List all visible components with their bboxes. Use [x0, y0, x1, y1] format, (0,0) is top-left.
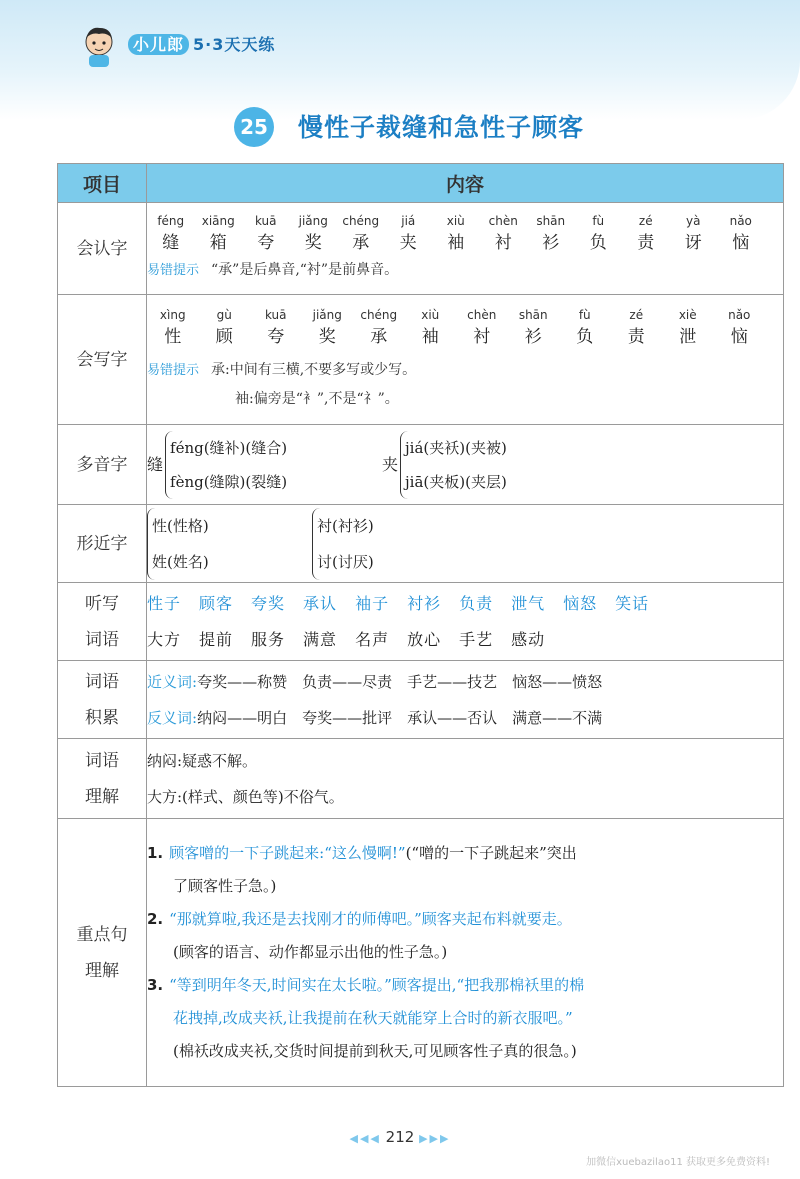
- hanzi: 泄: [679, 327, 697, 347]
- pinyin-char: [456, 306, 508, 350]
- sentence-number: 1.: [147, 844, 164, 862]
- pinyin: xiè: [678, 308, 697, 322]
- hanzi: 袖: [421, 327, 439, 347]
- understand-content: [147, 739, 784, 819]
- dictation-word: 放心: [407, 629, 442, 649]
- left-arrows-icon: ◀◀◀: [349, 1132, 381, 1145]
- dictation-word: 满意: [303, 629, 338, 649]
- pinyin: jiǎng: [312, 308, 342, 322]
- dictation-words-row-2: [147, 622, 783, 658]
- pinyin: chèn: [488, 214, 518, 228]
- pinyin: shān: [536, 214, 566, 228]
- hanzi: 负: [576, 327, 594, 347]
- page-number: [0, 1128, 800, 1146]
- tip-tag: 易错提示: [147, 363, 200, 378]
- pinyin-char: [662, 306, 714, 350]
- pinyin-char: [717, 212, 765, 256]
- pinyin: fù: [592, 214, 605, 228]
- column-header-item: 项目: [58, 164, 147, 203]
- pinyin-char: [337, 212, 385, 256]
- pinyin-char: [195, 212, 243, 256]
- dictation-word: 袖子: [355, 593, 390, 613]
- label-line: 词语: [85, 671, 119, 692]
- hanzi: 夸: [267, 327, 285, 347]
- row-label-understand: [58, 739, 147, 819]
- pinyin-char: [405, 306, 457, 350]
- dictation-word: 顾客: [199, 593, 234, 613]
- pinyin: fù: [578, 308, 591, 322]
- dictation-word: 名声: [355, 629, 390, 649]
- dictation-word: 手艺: [459, 629, 494, 649]
- polyphone-char: 夹: [382, 454, 399, 474]
- row-label-similar: 形近字: [58, 505, 147, 583]
- pinyin-char: [622, 212, 670, 256]
- sentence-3-note: (棉袄改成夹袄,交货时间提前到秋天,可见顾客性子真的很急。): [173, 1042, 577, 1060]
- polyphone-reading: féng(缝补)(缝合): [170, 438, 288, 457]
- dictation-word: 大方: [147, 629, 182, 649]
- pinyin-char: [432, 212, 480, 256]
- row-label-accumulate: [58, 661, 147, 739]
- synonym-tag: 近义词:: [147, 672, 198, 691]
- pinyin: féng: [157, 214, 185, 228]
- pinyin-char: [353, 306, 405, 350]
- pinyin-char: [242, 212, 290, 256]
- pinyin-char: [480, 212, 528, 256]
- pinyin: xiù: [446, 214, 465, 228]
- sentence-2: [147, 903, 783, 936]
- pinyin-char: [290, 212, 338, 256]
- pinyin: zé: [638, 214, 653, 228]
- pinyin: jiá: [401, 214, 416, 228]
- dictation-word: 衬衫: [407, 593, 442, 613]
- pinyin: kuā: [264, 308, 287, 322]
- polyphone-content: [147, 425, 784, 505]
- similar-item: 讨(讨厌): [317, 552, 374, 571]
- pinyin-char: [147, 212, 195, 256]
- hanzi: 衬: [473, 327, 491, 347]
- pinyin-char: [199, 306, 251, 350]
- right-arrows-icon: ▶▶▶: [419, 1132, 451, 1145]
- sentence-number: 3.: [147, 976, 164, 994]
- hanzi: 衫: [524, 327, 542, 347]
- watermark: 加微信xuebazilao11 获取更多免费资料!: [586, 1157, 770, 1168]
- pinyin-char: [559, 306, 611, 350]
- dictation-word: 提前: [199, 629, 234, 649]
- polyphone-group-jia: [382, 431, 507, 499]
- pinyin: xiù: [421, 308, 440, 322]
- polyphone-reading: fèng(缝隙)(裂缝): [170, 472, 288, 491]
- row-label-write: 会写字: [58, 295, 147, 425]
- polyphone-group-feng: [147, 431, 382, 499]
- page-number-text: 212: [385, 1128, 415, 1146]
- pinyin: chèn: [467, 308, 497, 322]
- label-line: 听写: [85, 593, 119, 614]
- polyphone-reading: jiā(夹板)(夹层): [405, 472, 507, 491]
- dictation-word: 恼怒: [563, 593, 598, 613]
- recognize-content: [147, 203, 784, 295]
- hanzi: 恼: [732, 233, 750, 253]
- pinyin-char: [250, 306, 302, 350]
- dictation-content: [147, 583, 784, 661]
- synonym-text: 夸奖——称赞 负责——尽责 手艺——技艺 恼怒——愤怒: [197, 672, 603, 691]
- antonym-tag: 反义词:: [147, 708, 198, 727]
- pinyin: chéng: [342, 214, 380, 228]
- dictation-word: 承认: [303, 593, 338, 613]
- pinyin-char: [670, 212, 718, 256]
- sentences-content: [147, 819, 784, 1087]
- hanzi: 奖: [318, 327, 336, 347]
- write-content: [147, 295, 784, 425]
- similar-group-b: [312, 508, 374, 580]
- recognize-char-list: [147, 212, 783, 256]
- sentence-quote: “那就算啦,我还是去找刚才的师傅吧。”顾客夹起布料就要走。: [169, 910, 572, 928]
- sentence-1-note: 了顾客性子急。): [173, 877, 277, 895]
- dictation-words-row-1: [147, 586, 783, 622]
- label-line: 理解: [85, 786, 119, 807]
- accumulate-content: [147, 661, 784, 739]
- word-meaning: 大方:(样式、颜色等)不俗气。: [147, 787, 344, 806]
- antonym-text: 纳闷——明白 夸奖——批评 承认——否认 满意——不满: [197, 708, 603, 727]
- label-line: 词语: [85, 750, 119, 771]
- hanzi: 承: [352, 233, 370, 253]
- header-band: [0, 0, 800, 120]
- tip-tag: 易错提示: [147, 263, 200, 278]
- hanzi: 性: [164, 327, 182, 347]
- hanzi: 夸: [257, 233, 275, 253]
- dictation-word: 性子: [147, 593, 182, 613]
- polyphone-reading: jiá(夹袄)(夹被): [405, 438, 507, 457]
- polyphone-char: 缝: [147, 454, 164, 474]
- pinyin: jiǎng: [298, 214, 328, 228]
- brand-title: [128, 32, 275, 55]
- lesson-number-badge: 25: [234, 107, 274, 147]
- hanzi: 缝: [162, 233, 180, 253]
- pinyin: kuā: [254, 214, 277, 228]
- similar-content: [147, 505, 784, 583]
- sentence-quote: 顾客噌的一下子跳起来:“这么慢啊!”: [169, 844, 406, 862]
- hanzi: 夹: [399, 233, 417, 253]
- row-label-polyphone: 多音字: [58, 425, 147, 505]
- brand-name: 小儿郎: [128, 34, 189, 55]
- hanzi: 箱: [209, 233, 227, 253]
- pinyin-char: [611, 306, 663, 350]
- hanzi: 恼: [730, 327, 748, 347]
- pinyin-char: [714, 306, 766, 350]
- row-label-dictation: [58, 583, 147, 661]
- pinyin: nǎo: [729, 214, 752, 228]
- sentence-3: [147, 969, 783, 1002]
- hanzi: 衫: [542, 233, 560, 253]
- label-line: 重点句: [76, 924, 128, 945]
- write-tip-1: [147, 356, 783, 385]
- similar-item: 衬(衬衫): [317, 516, 374, 535]
- dictation-word: 服务: [251, 629, 286, 649]
- dictation-word: 泄气: [511, 593, 546, 613]
- similar-item: 姓(姓名): [152, 552, 209, 571]
- hanzi: 奖: [304, 233, 322, 253]
- word-meaning: 纳闷:疑惑不解。: [147, 751, 258, 770]
- label-line: 理解: [85, 960, 119, 981]
- pinyin-char: [575, 212, 623, 256]
- hanzi: 衬: [494, 233, 512, 253]
- tip-text: 承:中间有三横,不要多写或少写。: [211, 362, 417, 378]
- column-header-content: 内容: [147, 164, 784, 203]
- sentence-note: (“噌的一下子跳起来”突出: [405, 844, 577, 862]
- row-label-recognize: 会认字: [58, 203, 147, 295]
- sentence-2-note: (顾客的语言、动作都显示出他的性子急。): [173, 943, 448, 961]
- sentence-1: [147, 837, 783, 870]
- row-label-sentences: [58, 819, 147, 1087]
- hanzi: 责: [637, 233, 655, 253]
- lesson-title: 慢性子裁缝和急性子顾客: [298, 113, 585, 142]
- recognize-tip: [147, 256, 783, 285]
- synonyms: [147, 664, 783, 700]
- pinyin-char: [385, 212, 433, 256]
- dictation-word: 负责: [459, 593, 494, 613]
- write-char-list: [147, 306, 783, 350]
- pinyin: xìng: [159, 308, 186, 322]
- pinyin-char: [147, 306, 199, 350]
- pinyin-char: [527, 212, 575, 256]
- pinyin: zé: [629, 308, 644, 322]
- write-tip-2: 袖:偏旁是“衤”,不是“礻”。: [235, 391, 399, 407]
- pinyin: gù: [216, 308, 232, 322]
- lesson-table: [57, 163, 784, 1087]
- pinyin-char: [508, 306, 560, 350]
- brand-series: 5·3天天练: [193, 35, 276, 54]
- sentence-3-quote-cont: 花拽掉,改成夹袄,让我提前在秋天就能穿上合时的新衣服吧。”: [173, 1009, 573, 1027]
- hanzi: 承: [370, 327, 388, 347]
- pinyin-char: [302, 306, 354, 350]
- hanzi: 袖: [447, 233, 465, 253]
- dictation-word: 感动: [511, 629, 546, 649]
- label-line: 词语: [85, 629, 119, 650]
- hanzi: 讶: [684, 233, 702, 253]
- pinyin: chéng: [360, 308, 398, 322]
- sentence-quote: “等到明年冬天,时间实在太长啦。”顾客提出,“把我那棉袄里的棉: [169, 976, 585, 994]
- label-line: 积累: [85, 707, 119, 728]
- hanzi: 责: [627, 327, 645, 347]
- similar-item: 性(性格): [152, 516, 209, 535]
- similar-group-a: [147, 508, 272, 580]
- pinyin: yà: [686, 214, 701, 228]
- hanzi: 负: [589, 233, 607, 253]
- dictation-word: 笑话: [615, 593, 650, 613]
- pinyin: shān: [518, 308, 548, 322]
- pinyin: nǎo: [728, 308, 751, 322]
- dictation-word: 夸奖: [251, 593, 286, 613]
- tip-text: “承”是后鼻音,“衬”是前鼻音。: [211, 262, 399, 278]
- hanzi: 顾: [215, 327, 233, 347]
- antonyms: [147, 700, 783, 736]
- sentence-number: 2.: [147, 910, 164, 928]
- pinyin: xiāng: [201, 214, 235, 228]
- boy-mascot-icon: [80, 24, 118, 68]
